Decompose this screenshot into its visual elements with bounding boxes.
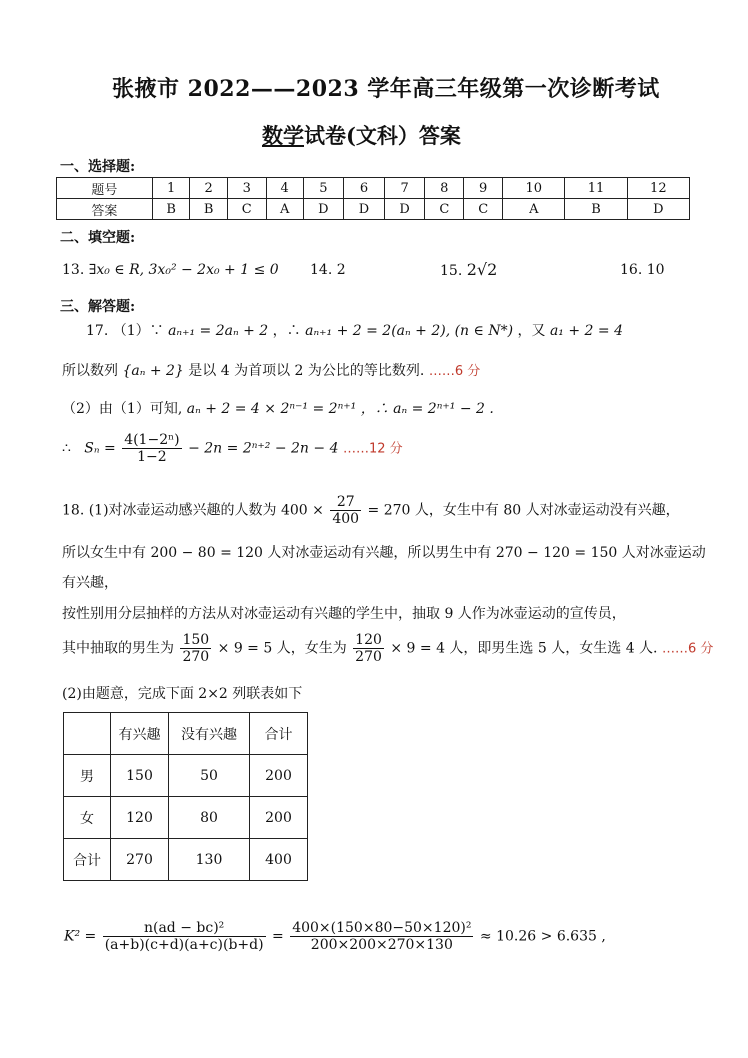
q17-seq-expr: {aₙ + 2} [122, 363, 184, 379]
table-cell: 6 [344, 178, 385, 199]
k2-general-fraction [103, 920, 266, 953]
table-cell: 2 [190, 178, 227, 199]
answer-table-label-answer: 答案 [57, 199, 153, 220]
table-cell: A [503, 199, 565, 220]
subtitle-subject: 数学 [262, 123, 304, 148]
table-cell: 7 [384, 178, 425, 199]
table-cell: 女 [64, 797, 111, 839]
q13-label: 13. [62, 262, 85, 278]
table-row [64, 839, 308, 881]
fraction-denominator: (a+b)(c+d)(a+c)(b+d) [104, 937, 264, 953]
table-cell: D [627, 199, 689, 220]
q17-part2-expr: aₙ + 2 = 4 × 2ⁿ⁻¹ = 2ⁿ⁺¹ ，∴ aₙ = 2ⁿ⁺¹ − 2 . [186, 401, 494, 417]
answer-table-row-numbers [57, 178, 690, 199]
k2-numeric-fraction [290, 920, 473, 953]
q18-line-5 [62, 632, 713, 665]
table-cell: 9 [464, 178, 503, 199]
q17-transformed: aₙ₊₁ + 2 = 2(aₙ + 2), (n ∈ N*) [305, 323, 514, 339]
fraction-denominator: 270 [182, 649, 210, 665]
table-cell: D [344, 199, 385, 220]
table-header-cell: 合计 [250, 713, 308, 755]
section-fill-heading: 二、填空题: [60, 230, 136, 246]
page-subtitle [262, 120, 461, 150]
q17-prefix: 17. （1）∵ [86, 323, 164, 339]
q17-sum-lhs: Sₙ = [84, 440, 116, 457]
fraction-numerator: 27 [330, 494, 361, 511]
fill-answer-13 [62, 262, 279, 278]
table-cell: B [152, 199, 189, 220]
q17-recurrence: aₙ₊₁ = 2aₙ + 2 [168, 323, 269, 339]
table-cell: 270 [111, 839, 169, 881]
fraction-denominator: 200×200×270×130 [310, 937, 453, 953]
fraction-numerator: 150 [182, 632, 210, 648]
table-row [64, 713, 308, 755]
q18-line-2: 所以女生中有 200 − 80 = 120 人对冰壶运动有兴趣，所以男生中有 270 − 120 = 150 人对冰壶运动 [62, 545, 706, 561]
table-cell: 4 [266, 178, 303, 199]
section-solve-heading: 三、解答题: [60, 299, 136, 315]
fraction-denominator: 270 [355, 649, 382, 665]
table-cell: C [227, 199, 266, 220]
table-cell: 11 [565, 178, 627, 199]
q18-fraction-27-400 [330, 494, 361, 527]
table-cell: 80 [169, 797, 250, 839]
table-cell: C [464, 199, 503, 220]
q17-part2-a: （2）由（1）可知, [62, 401, 183, 417]
fraction-numerator: 400×(150×80−50×120)² [292, 920, 472, 936]
q17-line-1 [86, 320, 623, 340]
q15-label: 15. [440, 263, 463, 279]
table-cell: B [565, 199, 627, 220]
table-cell: 3 [227, 178, 266, 199]
k2-result: ≈ 10.26 > 6.635 , [479, 928, 606, 945]
equals-sign: = [272, 928, 284, 945]
table-cell: 50 [169, 755, 250, 797]
q17-initial: a₁ + 2 = 4 [549, 323, 623, 339]
q18-line-1 [62, 494, 680, 527]
q18-line-3: 有兴趣， [62, 575, 118, 591]
k2-formula [64, 920, 606, 953]
section-choice-heading: 一、选择题: [60, 159, 136, 175]
table-cell: B [190, 199, 227, 220]
therefore-symbol: ∴ [62, 440, 71, 457]
q18-line-6: (2)由题意，完成下面 2×2 列联表如下 [62, 686, 303, 702]
fill-answer-14: 14. 2 [310, 262, 346, 278]
fill-answer-16: 16. 10 [620, 262, 665, 278]
table-cell: D [303, 199, 344, 220]
contingency-table [63, 712, 308, 881]
answer-table-row-answers [57, 199, 690, 220]
q17-also: ，又 [517, 323, 546, 339]
table-cell [64, 713, 111, 755]
q17-sum-rhs: − 2n = 2ⁿ⁺² − 2n − 4 [188, 440, 339, 457]
table-cell: 12 [627, 178, 689, 199]
fill-answer-15 [440, 260, 497, 279]
table-cell: 男 [64, 755, 111, 797]
table-row [64, 755, 308, 797]
answer-table [56, 177, 690, 220]
score-mark: ……6 分 [661, 641, 714, 657]
q17-sum-fraction [122, 432, 181, 465]
table-cell: C [425, 199, 464, 220]
q17-line-2 [62, 360, 480, 380]
score-mark: ……6 分 [428, 364, 481, 379]
q18-l1-b: = 270 人，女生中有 80 人对冰壶运动没有兴趣， [367, 502, 680, 519]
subtitle-rest: 试卷(文科）答案 [304, 123, 461, 148]
fraction-denominator: 1−2 [137, 449, 167, 465]
q18-line-4: 按性别用分层抽样的方法从对冰壶运动有兴趣的学生中，抽取 9 人作为冰壶运动的宣传员， [62, 606, 626, 622]
q18-fraction-150-270 [180, 632, 211, 665]
page-title: 张掖市 2022——2023 学年高三年级第一次诊断考试 [112, 76, 660, 102]
table-row [64, 797, 308, 839]
q17-line-4 [62, 432, 403, 465]
table-header-cell: 有兴趣 [111, 713, 169, 755]
table-cell: A [266, 199, 303, 220]
table-cell: 150 [111, 755, 169, 797]
q17-seq-a: 所以数列 [62, 363, 118, 379]
table-cell: 8 [425, 178, 464, 199]
fraction-numerator: 120 [355, 632, 382, 648]
table-cell: 200 [250, 797, 308, 839]
answer-table-label-number: 题号 [57, 178, 153, 199]
table-cell: D [384, 199, 425, 220]
table-cell: 合计 [64, 839, 111, 881]
q17-seq-b: 是以 4 为首项以 2 为公比的等比数列. [188, 363, 425, 379]
table-cell: 200 [250, 755, 308, 797]
q18-fraction-120-270 [353, 632, 384, 665]
table-cell: 400 [250, 839, 308, 881]
q17-line-3 [62, 398, 494, 418]
fraction-denominator: 400 [332, 511, 360, 527]
fraction-numerator: n(ad − bc)² [103, 920, 266, 937]
q18-l5-a: 其中抽取的男生为 [62, 640, 174, 657]
q18-l5-b: × 9 = 5 人，女生为 [217, 640, 347, 657]
q18-l1-a: 18. (1)对冰壶运动感兴趣的人数为 400 × [62, 502, 324, 519]
score-mark: ……12 分 [342, 441, 403, 457]
q18-l5-c: × 9 = 4 人，即男生选 5 人，女生选 4 人. [390, 640, 658, 657]
fraction-numerator: 4(1−2ⁿ) [124, 432, 180, 448]
table-header-cell: 没有兴趣 [169, 713, 250, 755]
q17-therefore: ，∴ [272, 323, 301, 339]
q15-value: 2√2 [466, 260, 498, 279]
table-cell: 10 [503, 178, 565, 199]
q13-expression: ∃x₀ ∈ R, 3x₀² − 2x₀ + 1 ≤ 0 [88, 262, 279, 278]
table-cell: 130 [169, 839, 250, 881]
table-cell: 120 [111, 797, 169, 839]
k2-lhs: K² = [64, 928, 97, 945]
table-cell: 1 [152, 178, 189, 199]
table-cell: 5 [303, 178, 344, 199]
